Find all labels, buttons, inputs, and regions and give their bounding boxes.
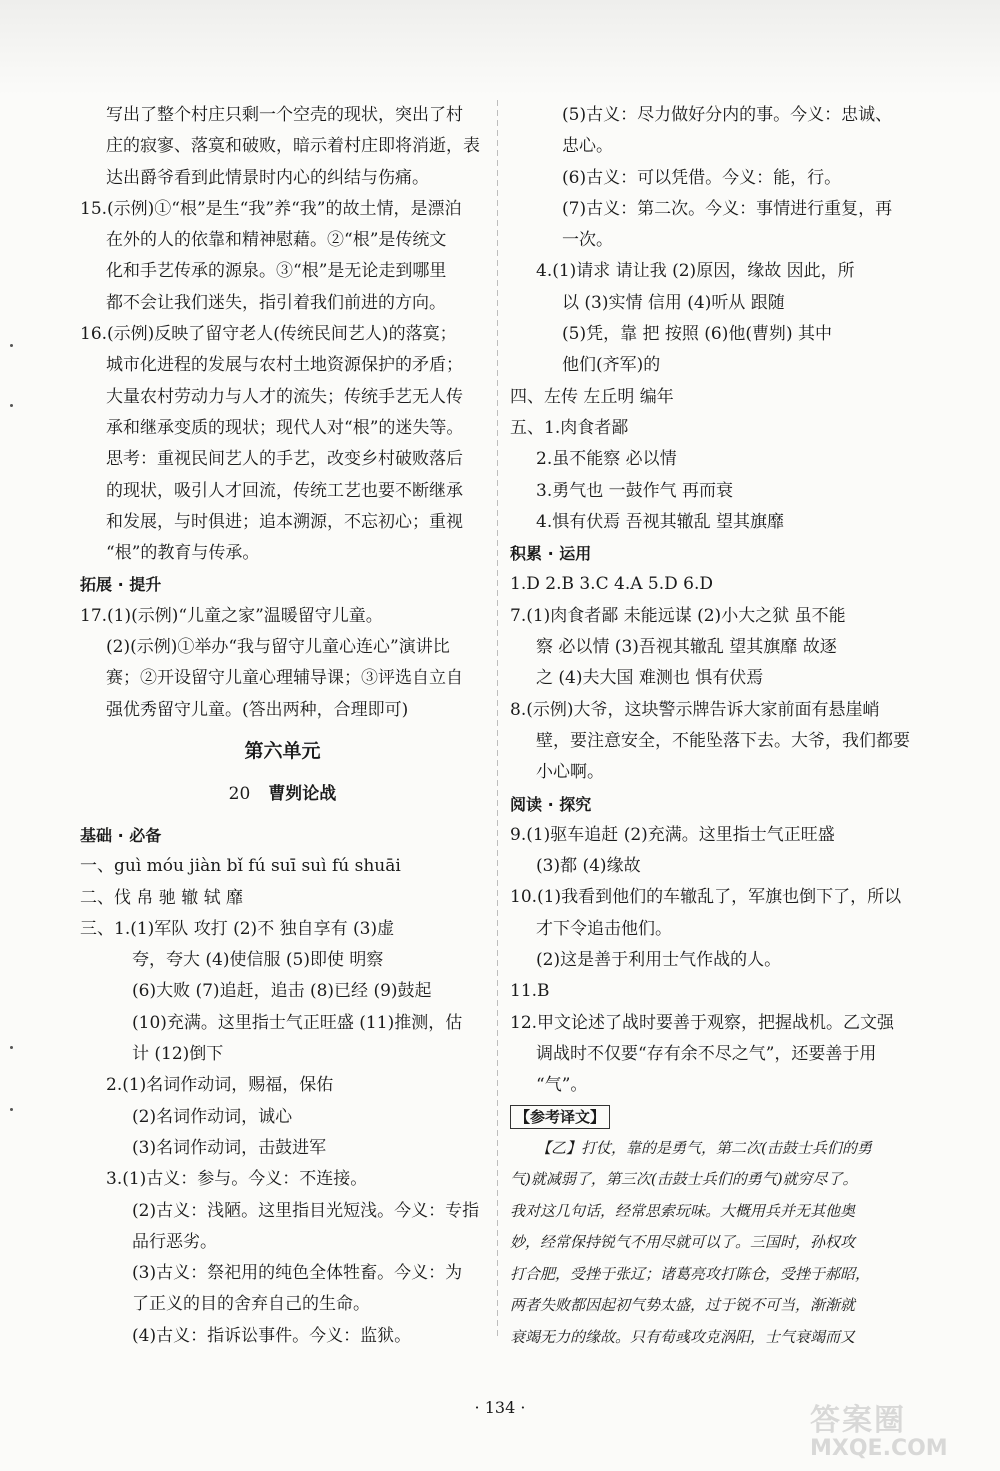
translation-line: 我对这几句话，经常思索玩味。大概用兵并无其他奥: [510, 1201, 856, 1220]
reference-translation-label: 【参考译文】: [510, 1105, 610, 1129]
answer-line: 达出爵爷看到此情景时内心的纠结与伤痛。: [106, 167, 429, 188]
answer-line: 了正义的目的舍弃自己的生命。: [132, 1294, 370, 1315]
margin-mark: [10, 344, 13, 347]
translation-line: 气)就减弱了，第三次(击鼓士兵们的勇气)就穷尽了。: [510, 1170, 858, 1189]
answer-line: 赛；②开设留守儿童心理辅导课；③评选自立自: [106, 668, 463, 689]
answer-section-4: 四、左传 左丘明 编年: [510, 386, 674, 407]
translation-line: 衰竭无力的缘故。只有荀彧攻克涡阳，士气衰竭而又: [510, 1327, 856, 1346]
answer-line: (2)这是善于利用士气作战的人。: [536, 950, 782, 971]
answer-11: 11.B: [510, 981, 550, 1002]
answer-line: 都不会让我们迷失，指引着我们前进的方向。: [106, 292, 446, 313]
answer-line: 2.虽不能察 必以情: [536, 449, 677, 470]
answer-line: 在外的人的依靠和精神慰藉。②“根”是传统文: [106, 230, 447, 251]
answer-line: 大量农村劳动力与人才的流失；传统手艺无人传: [106, 386, 463, 407]
answer-line: (7)古义：第二次。今义：事情进行重复，再: [562, 198, 893, 219]
watermark-logo-text: 答案圈: [810, 1403, 906, 1438]
margin-mark: [10, 1046, 13, 1049]
answer-line: 强优秀留守儿童。(答出两种，合理即可): [106, 699, 409, 720]
answer-line: (3)名词作动词，击鼓进军: [132, 1137, 327, 1158]
translation-line: 【乙】打仗，靠的是勇气，第二次(击鼓士兵们的勇: [536, 1138, 872, 1157]
answer-line: 调战时不仅要“存有余不尽之气”，还要善于用: [536, 1043, 877, 1064]
section-heading-basics: 基础 · 必备: [80, 825, 162, 845]
answer-7: 7.(1)肉食者鄙 未能远谋 (2)小大之狱 虽不能: [510, 605, 846, 626]
right-column: [510, 100, 930, 1353]
answer-line: (2)名词作动词，诚心: [132, 1106, 293, 1127]
answer-line: 城市化进程的发展与农村土地资源保护的矛盾；: [106, 355, 463, 376]
answer-line: (3)古义：祭祀用的纯色全体牲畜。今义：为: [132, 1263, 463, 1284]
answer-4: 4.(1)请求 请让我 (2)原因，缘故 因此，所: [536, 261, 855, 282]
answer-line: 写出了整个村庄只剩一个空壳的现状，突出了村: [106, 105, 463, 125]
lesson-name: 曹刿论战: [268, 783, 337, 804]
translation-line: 妙，经常保持锐气不用尽就可以了。三国时，孙权攻: [510, 1233, 856, 1252]
answer-line: 壁，要注意安全，不能坠落下去。大爷，我们都要: [536, 730, 910, 751]
answer-line: (6)大败 (7)追赶，追击 (8)已经 (9)鼓起: [132, 981, 432, 1002]
answer-characters: 二、伐 帛 驰 辙 轼 靡: [80, 887, 244, 908]
lesson-title: [80, 776, 485, 820]
answer-line: 4.惧有伏焉 吾视其辙乱 望其旗靡: [536, 511, 785, 532]
section-heading-accumulation: 积累 · 运用: [510, 544, 592, 564]
answer-line: 一次。: [562, 230, 613, 251]
reference-translation: [510, 1133, 930, 1354]
answer-line: (2)古义：浅陋。这里指目光短浅。今义：专指: [132, 1200, 480, 1221]
answer-line: (5)古义：尽力做好分内的事。今义：忠诚、: [562, 105, 893, 125]
answer-16: 16.(示例)反映了留守老人(传统民间艺人)的落寞；: [80, 324, 457, 345]
answer-section-5: 五、1.肉食者鄙: [510, 417, 629, 438]
answer-line: “气”。: [536, 1075, 588, 1096]
answer-line: 品行恶劣。: [132, 1231, 217, 1252]
unit-title: 第六单元: [244, 739, 321, 762]
answer-10: 10.(1)我看到他们的车辙乱了，军旗也倒下了，所以: [510, 887, 902, 908]
answer-line: (6)古义：可以凭借。今义：能，行。: [562, 167, 842, 188]
answer-line: 小心啊。: [536, 762, 604, 783]
answer-line: 庄的寂寥、落寞和破败，暗示着村庄即将消逝，表: [106, 136, 480, 157]
watermark-logo: [810, 1405, 990, 1465]
answer-line: (3)都 (4)缘故: [536, 856, 641, 877]
column-divider: [497, 100, 498, 1340]
section-heading-reading: 阅读 · 探究: [510, 794, 592, 814]
answer-line: 承和继承变质的现状；现代人对“根”的迷失等。: [106, 417, 464, 438]
watermark-url: MXQE.COM: [810, 1436, 948, 1461]
answer-line: 化和手艺传承的源泉。③“根”是无论走到哪里: [106, 261, 447, 282]
answer-15: 15.(示例)①“根”是生“我”养“我”的故土情，是漂泊: [80, 198, 462, 219]
left-column: [80, 100, 485, 1352]
scan-top-shading: [0, 0, 1000, 95]
answer-line: 计 (12)倒下: [132, 1044, 224, 1065]
answer-line: 和发展，与时俱进；追本溯源，不忘初心；重视: [106, 511, 463, 532]
answer-line: 夸，夸大 (4)使信服 (5)即使 明察: [132, 950, 384, 971]
answer-line: (4)古义：指诉讼事件。今义：监狱。: [132, 1325, 412, 1346]
answer-3-3: 3.(1)古义：参与。今义：不连接。: [106, 1169, 368, 1190]
answer-line: 他们(齐军)的: [562, 355, 661, 376]
answer-line: 3.勇气也 一鼓作气 再而衰: [536, 480, 734, 501]
translation-line: 两者失败都因起初气势太盛，过于锐不可当，渐渐就: [510, 1296, 856, 1315]
answer-line: 才下令追击他们。: [536, 918, 672, 939]
answer-line: 之 (4)夫大国 难测也 惧有伏焉: [536, 668, 764, 689]
answer-12: 12.甲文论述了战时要善于观察，把握战机。乙文强: [510, 1012, 895, 1033]
reference-translation-header: [510, 1102, 930, 1133]
answer-line: 忠心。: [562, 136, 613, 157]
answer-pinyin: 一、guì móu jiàn bǐ fú suī suì fú shuāi: [80, 856, 401, 877]
answer-3-1: 三、1.(1)军队 攻打 (2)不 独自享有 (3)虚: [80, 918, 395, 939]
section-heading-extension: 拓展 · 提升: [80, 575, 162, 595]
page-number: · 134 ·: [474, 1398, 526, 1417]
lesson-number: 20: [228, 783, 251, 804]
translation-line: 打合肥，受挫于张辽；诸葛亮攻打陈仓，受挫于郝昭，: [510, 1264, 871, 1283]
answer-line: 的现状，吸引人才回流，传统工艺也要不断继承: [106, 480, 463, 501]
answer-8: 8.(示例)大爷，这块警示牌告诉大家前面有悬崖峭: [510, 699, 880, 720]
answer-line: (5)凭，靠 把 按照 (6)他(曹刿) 其中: [562, 324, 833, 345]
answer-line: (2)(示例)①举办“我与留守儿童心连心”演讲比: [106, 637, 450, 658]
answer-line: “根”的教育与传承。: [106, 543, 260, 564]
answer-line: 察 必以情 (3)吾视其辙乱 望其旗靡 故逐: [536, 637, 837, 658]
answer-3-2: 2.(1)名词作动词，赐福，保佑: [106, 1075, 334, 1096]
answer-line: 以 (3)实情 信用 (4)听从 跟随: [562, 292, 785, 313]
margin-mark: [10, 404, 13, 407]
answer-choices: 1.D 2.B 3.C 4.A 5.D 6.D: [510, 574, 714, 595]
answer-17: 17.(1)(示例)“儿童之家”温暖留守儿童。: [80, 605, 383, 626]
margin-mark: [10, 1108, 13, 1111]
answer-line: (10)充满。这里指士气正旺盛 (11)推测，估: [132, 1012, 463, 1033]
answer-line: 思考：重视民间艺人的手艺，改变乡村破败落后: [106, 449, 463, 470]
answer-9: 9.(1)驱车追赶 (2)充满。这里指士气正旺盛: [510, 824, 835, 845]
